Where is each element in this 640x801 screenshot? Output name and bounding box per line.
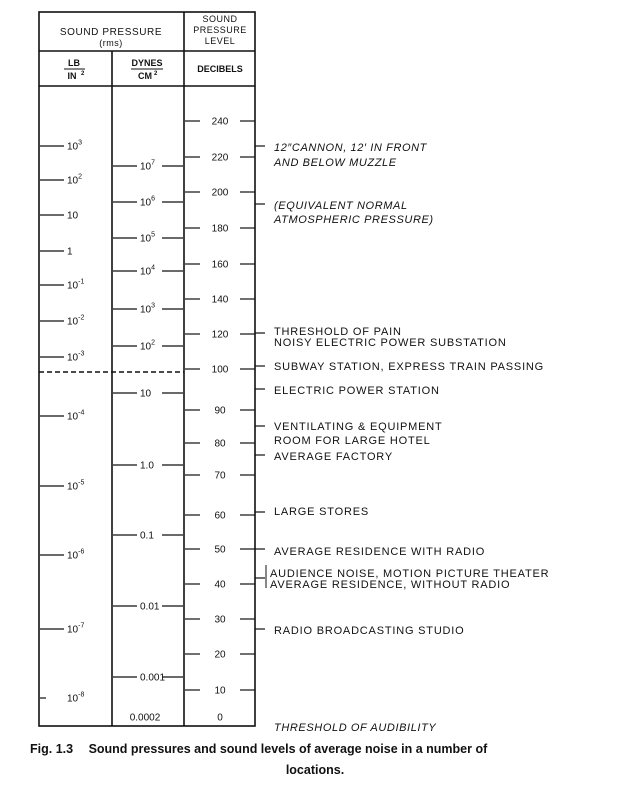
- tick-label: [140, 673, 165, 684]
- decibel-tick: [185, 406, 255, 417]
- decibel-value: 100: [211, 364, 229, 376]
- tick-label: [67, 410, 84, 423]
- tick-label-base: 10: [140, 161, 152, 173]
- decibel-tick: [185, 365, 255, 376]
- tick-label-base: 10: [67, 481, 79, 493]
- annotation: [255, 200, 434, 226]
- dynes-unit-numerator: DYNES: [131, 58, 163, 68]
- annotation-text: LARGE STORES: [274, 506, 369, 518]
- decibel-value: 90: [214, 405, 226, 417]
- tick-label-exponent: -4: [78, 409, 85, 417]
- figure-caption-text: Sound pressures and sound levels of average noise in a number of: [88, 742, 488, 756]
- decibel-value: 60: [214, 510, 226, 522]
- tick-label-base: 10: [140, 341, 152, 353]
- scale-tick: [113, 232, 155, 245]
- decibel-value: 240: [211, 116, 229, 128]
- annotation-text: AVERAGE RESIDENCE, WITHOUT RADIO: [270, 579, 511, 591]
- annotation-text: THRESHOLD OF PAIN: [274, 326, 402, 338]
- dynes-unit-denominator: CM: [138, 71, 152, 81]
- tick-label-exponent: -3: [78, 350, 85, 358]
- tick-label: [140, 265, 155, 278]
- tick-label-base: 10: [140, 304, 152, 316]
- tick-label-base: 10: [67, 210, 79, 222]
- decibel-tick: [185, 511, 255, 522]
- figure-caption: [30, 742, 488, 777]
- tick-label-base: 10: [67, 141, 79, 153]
- annotation: [274, 722, 436, 734]
- annotation-text: RADIO BROADCASTING STUDIO: [274, 625, 465, 637]
- tick-label-base: 10: [140, 233, 152, 245]
- decibel-tick: [185, 580, 255, 591]
- tick-label-base: 10: [67, 411, 79, 423]
- tick-label-base: 0.01: [140, 601, 160, 613]
- table-headers: [60, 14, 247, 81]
- tick-label-base: 10: [140, 197, 152, 209]
- tick-label-exponent: -6: [78, 548, 85, 556]
- tick-label: [140, 531, 154, 542]
- tick-label-exponent: -8: [78, 691, 85, 699]
- decibel-tick: [185, 330, 255, 341]
- tick-label-exponent: -2: [78, 314, 85, 322]
- tick-label: [140, 232, 155, 245]
- annotation: [255, 546, 485, 558]
- tick-label-exponent: 6: [151, 195, 156, 203]
- decibel-scale: [185, 117, 255, 724]
- decibel-value: 140: [211, 294, 229, 306]
- tick-label-exponent: -7: [78, 622, 85, 630]
- tick-label-base: 10: [67, 624, 79, 636]
- annotation: [255, 421, 443, 447]
- annotation: [255, 506, 369, 518]
- scale-tick: [40, 174, 82, 187]
- decibel-value: 20: [214, 649, 226, 661]
- annotation-text: ROOM FOR LARGE HOTEL: [274, 435, 431, 447]
- tick-label: [140, 196, 155, 209]
- tick-label: [67, 247, 73, 258]
- annotation-text: SUBWAY STATION, EXPRESS TRAIN PASSING: [274, 361, 545, 373]
- noise-source-annotations: [255, 142, 549, 734]
- level-header-line3: LEVEL: [204, 36, 236, 46]
- annotation-text: ELECTRIC POWER STATION: [274, 385, 440, 397]
- decibel-value: 120: [211, 329, 229, 341]
- annotation: [255, 451, 393, 463]
- scale-tick: [113, 303, 155, 316]
- decibel-tick: [185, 439, 255, 450]
- tick-label-base: 10: [67, 352, 79, 364]
- tick-label: [67, 174, 82, 187]
- tick-label: [67, 140, 82, 153]
- tick-label-exponent: 2: [151, 339, 156, 347]
- decibel-value: 200: [211, 187, 229, 199]
- tick-label-exponent: 5: [151, 231, 156, 239]
- scale-tick: [113, 673, 165, 684]
- sound-pressure-header: SOUND PRESSURE: [59, 27, 163, 38]
- tick-label-exponent: 7: [151, 159, 156, 167]
- figure-label: Fig. 1.3: [30, 742, 74, 756]
- decibel-value: 10: [214, 685, 226, 697]
- decibel-tick: [185, 545, 255, 556]
- tick-label: [67, 480, 84, 493]
- level-header-line2: PRESSURE: [193, 25, 247, 35]
- tick-label-base: 10: [67, 280, 79, 292]
- decibel-tick: [185, 224, 255, 235]
- decibel-tick: [185, 650, 255, 661]
- annotation-text: ATMOSPHERIC PRESSURE): [274, 214, 434, 226]
- scale-tick: [113, 389, 152, 400]
- lb-unit-denominator: IN: [67, 71, 77, 81]
- dynes-unit-exponent: 2: [154, 71, 158, 77]
- tick-label: [67, 351, 84, 364]
- decibel-value: 40: [214, 579, 226, 591]
- scale-tick: [40, 315, 84, 328]
- scale-tick: [40, 279, 84, 292]
- annotation-text: THRESHOLD OF AUDIBILITY: [274, 722, 437, 734]
- tick-label: [140, 160, 155, 173]
- scale-tick: [113, 602, 160, 613]
- tick-label-exponent: 4: [151, 264, 156, 272]
- tick-label: [67, 549, 84, 562]
- scale-tick: [40, 351, 84, 364]
- rms-label: (rms): [99, 38, 123, 48]
- scale-tick: [40, 410, 84, 423]
- decibel-value: 180: [211, 223, 229, 235]
- tick-label-base: 10: [67, 550, 79, 562]
- annotation: [255, 142, 428, 169]
- lb-unit-numerator: LB: [68, 58, 80, 68]
- annotation-text: 12″CANNON, 12′ IN FRONT: [274, 142, 428, 154]
- annotation: [255, 625, 465, 637]
- decibel-tick: [185, 117, 255, 128]
- tick-label-base: 10: [67, 316, 79, 328]
- scale-tick: [40, 549, 84, 562]
- decibel-tick: [185, 153, 255, 164]
- tick-label-base: 10: [140, 266, 152, 278]
- annotation-text: AVERAGE FACTORY: [274, 451, 393, 463]
- decibels-unit: DECIBELS: [197, 64, 243, 74]
- dynes-cm2-scale: [113, 160, 183, 724]
- annotation: [255, 361, 544, 373]
- annotation-text: AUDIENCE NOISE, MOTION PICTURE THEATER: [270, 568, 550, 580]
- tick-label: [140, 461, 154, 472]
- annotation-text: AVERAGE RESIDENCE WITH RADIO: [274, 546, 486, 558]
- annotation-text: NOISY ELECTRIC POWER SUBSTATION: [274, 337, 507, 349]
- scale-tick: [40, 247, 73, 258]
- tick-label: [67, 279, 84, 292]
- figure-caption-line1: [30, 742, 488, 756]
- scale-tick: [40, 623, 84, 636]
- tick-label-base: 10: [140, 388, 152, 400]
- decibel-tick: [185, 260, 255, 271]
- tick-label-exponent: 3: [78, 139, 83, 147]
- lb-in2-scale: [40, 140, 84, 705]
- scale-tick: [40, 140, 82, 153]
- decibel-tick: [185, 188, 255, 199]
- scale-tick: [113, 265, 155, 278]
- annotation: [255, 565, 549, 591]
- tick-label-base: 1.0: [140, 460, 154, 472]
- tick-label: [67, 692, 84, 705]
- lb-unit-exponent: 2: [81, 71, 85, 77]
- scale-tick: [40, 211, 79, 222]
- decibel-tick: [217, 713, 223, 724]
- decibel-value: 220: [211, 152, 229, 164]
- scale-tick: [113, 340, 155, 353]
- tick-label-base: 0.1: [140, 530, 154, 542]
- tick-label-base: 0.001: [140, 672, 166, 684]
- tick-label: [67, 623, 84, 636]
- decibel-value: 70: [214, 470, 226, 482]
- annotation-text: AND BELOW MUZZLE: [274, 157, 397, 169]
- scale-tick: [40, 480, 84, 493]
- tick-label-base: 10: [67, 175, 79, 187]
- decibel-value: 50: [214, 544, 226, 556]
- tick-label-exponent: -5: [78, 479, 85, 487]
- tick-label: [140, 389, 152, 400]
- scale-tick: [40, 692, 84, 705]
- tick-label: [140, 602, 160, 613]
- scale-tick: [113, 196, 155, 209]
- tick-label-exponent: -1: [78, 278, 85, 286]
- decibel-tick: [185, 686, 255, 697]
- tick-label: [140, 303, 155, 316]
- annotation: [255, 385, 440, 397]
- decibel-tick: [185, 615, 255, 626]
- tick-label: [67, 211, 79, 222]
- tick-label-base: 10: [67, 693, 79, 705]
- figure-caption-line2: locations.: [285, 763, 345, 777]
- scale-tick: [113, 531, 154, 542]
- decibel-tick: [185, 471, 255, 482]
- annotation-text: (EQUIVALENT NORMAL: [274, 200, 408, 212]
- decibel-tick: [185, 295, 255, 306]
- decibel-value: 30: [214, 614, 226, 626]
- decibel-value: 160: [211, 259, 229, 271]
- annotation-text: VENTILATING & EQUIPMENT: [274, 421, 443, 433]
- tick-label-exponent: 3: [151, 302, 156, 310]
- level-header-line1: SOUND: [202, 14, 238, 24]
- decibel-value: 80: [214, 438, 226, 450]
- tick-label: [140, 340, 155, 353]
- tick-label-exponent: 2: [78, 173, 83, 181]
- scale-tick: [113, 160, 155, 173]
- tick-label: 0.0002: [129, 712, 161, 724]
- decibel-value: 0: [217, 712, 223, 724]
- tick-label: [67, 315, 84, 328]
- scale-tick: [113, 461, 154, 472]
- tick-label-base: 1: [67, 246, 73, 258]
